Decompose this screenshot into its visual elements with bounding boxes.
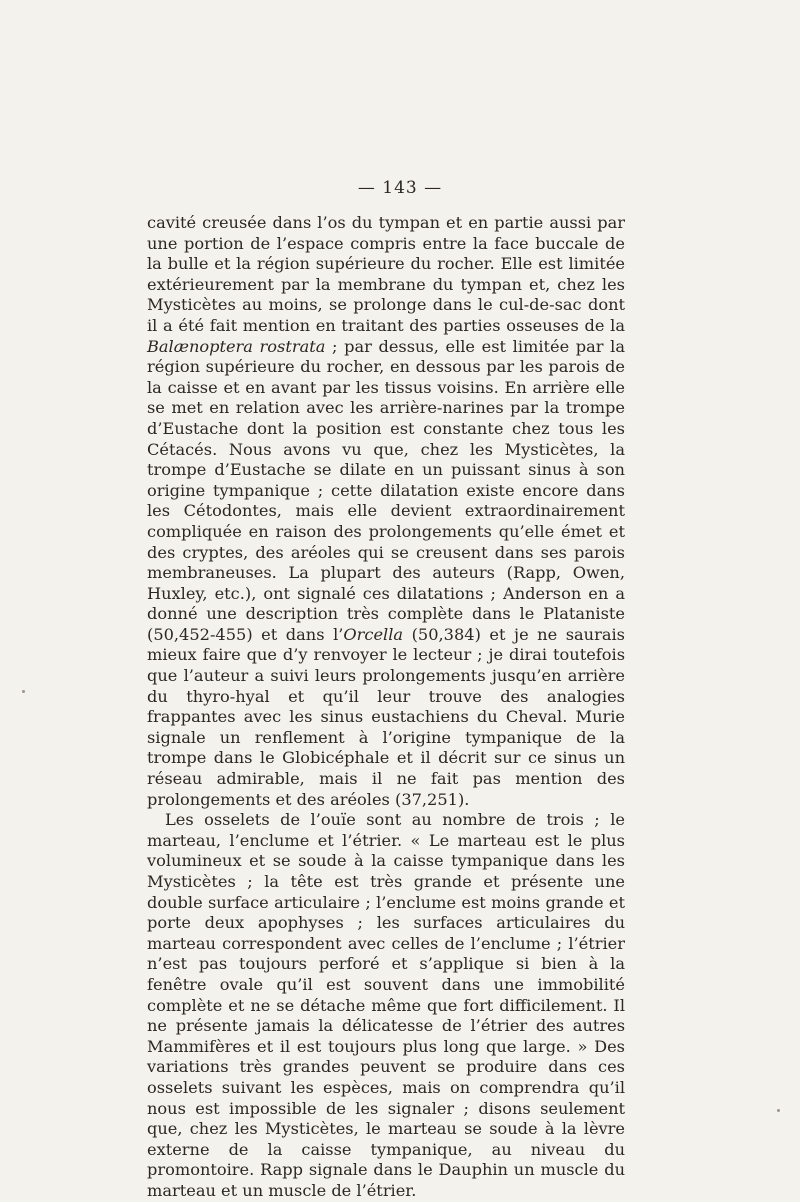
paragraph-2: Les osselets de l’ouïe sont au nombre de trois ; le marteau, l’enclume et l’étrier. « Le marteau est le plus volumineux et se soude à la caisse tympanique dans les Mysticètes ; la tête est très grande et présente une double surface articulaire ; l’enclume est moins grande et porte deux apophyses ; les surfaces articulaires du marteau correspondent avec celles de l’enclume ; l’étrier n’est pas toujours perforé et s’applique si bien à la fenêtre ovale qu’il est souvent dans une immobilité complète et ne se détache même que fort difficilement. Il ne présente jamais la délicatesse de l’étrier des autres Mammifères et il est toujours plus long que large. » Des variations très grandes peuvent se produire dans ces osselets suivant les espèces, mais on comprendra qu’il nous est impossible de les signaler ; disons seulement que, chez les Mysticètes, le marteau se soude à la lèvre externe de la caisse tympanique, au niveau du promontoire. Rapp signale dans le Dauphin un muscle du marteau et un muscle de l’étrier. [147, 810, 625, 1200]
species-name-orcella: Orcella [343, 624, 404, 644]
body-text [147, 213, 625, 1202]
paragraph-1-part-c: (50,384) et je ne saurais mieux faire que d’y renvoyer le lecteur ; je dirai toutefois que l’auteur a suivi leurs prolongements jusqu’en arrière du thyro-hyal et qu’il leur trouve des analogies frappantes avec les sinus eustachiens du Cheval. Murie signale un renflement à l’origine tympanique de la trompe dans le Globicéphale et il décrit sur ce sinus un réseau admirable, mais il ne fait pas mention des prolongements et des aréoles (37,251). [147, 624, 625, 809]
page-number: — 143 — [357, 178, 443, 198]
paragraph-1 [147, 213, 625, 810]
species-name-balaenoptera: Balænoptera rostrata [147, 336, 326, 356]
paragraph-1-part-b: ; par dessus, elle est limitée par la région supérieure du rocher, en dessous par les parois de la caisse et en avant par les tissus voisins. En arrière elle se met en relation avec les arrière-narines par la trompe d’Eustache dont la position est constante chez tous les Cétacés. Nous avons vu que, chez les Mysticètes, la trompe d’Eustache se dilate en un puissant sinus à son origine tympanique ; cette dilatation existe encore dans les Cétodontes, mais elle devient extraordinairement compliquée en raison des prolongements qu’elle émet et des cryptes, des aréoles qui se creusent dans ses parois membraneuses. La plupart des auteurs (Rapp, Owen, Huxley, etc.), ont signalé ces dilatations ; Anderson en a donné une description très complète dans le Plataniste (50,452-455) et dans l’ [147, 336, 625, 644]
paper-speck [777, 1109, 780, 1112]
paragraph-1-part-a: cavité creusée dans l’os du tympan et en partie aussi par une portion de l’espace compris entre la face buccale de la bulle et la région supérieure du rocher. Elle est limitée extérieurement par la membrane du tympan et, chez les Mysticètes au moins, se prolonge dans le cul-de-sac dont il a été fait mention en traitant des parties osseuses de la [147, 213, 625, 335]
paper-speck [22, 690, 25, 693]
